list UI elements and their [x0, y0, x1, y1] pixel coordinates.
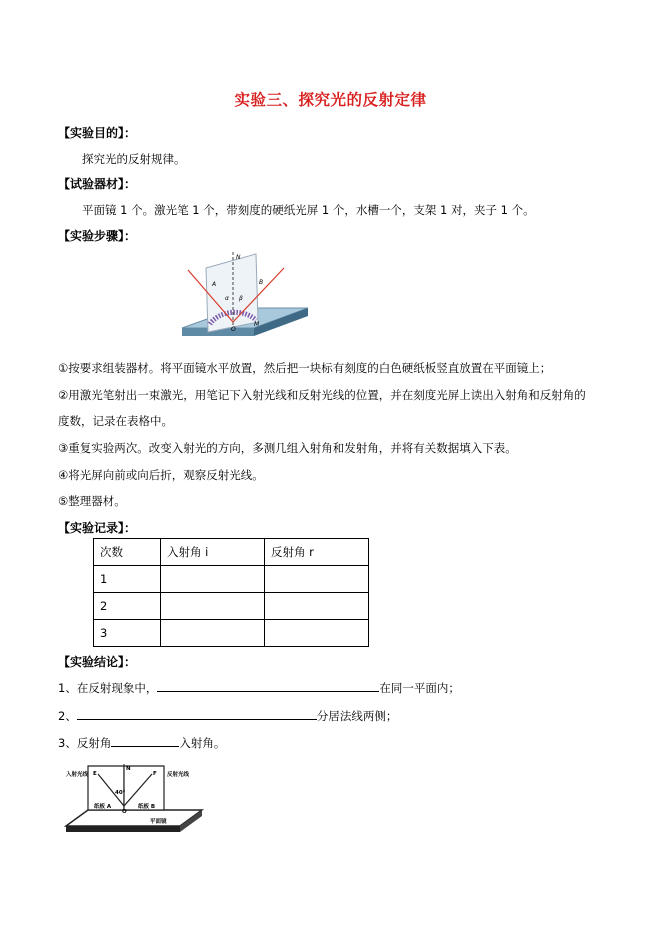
label-F: F	[153, 771, 157, 777]
label-O: O	[231, 326, 236, 333]
label-N: N	[236, 254, 241, 261]
reflection-apparatus-figure	[180, 250, 310, 342]
answer-blank-3[interactable]	[111, 735, 179, 747]
conclusion-3-prefix: 3、反射角	[58, 736, 112, 750]
conclusion-3-suffix: 入射角。	[179, 736, 226, 750]
table-cell[interactable]	[161, 593, 265, 620]
conclusion-2-prefix: 2、	[58, 709, 77, 723]
equipment-text: 平面镜 1 个。激光笔 1 个，带刻度的硬纸光屏 1 个，水槽一个，支架 1 对，夹子 1 个。	[82, 203, 535, 217]
label-N2: N	[126, 766, 131, 772]
table-header-cell: 反射角 r	[265, 539, 369, 566]
record-table	[93, 538, 369, 647]
step-1: ①按要求组装器材。将平面镜水平放置，然后把一块标有刻度的白色硬纸板竖直放置在平面镜上；	[58, 361, 552, 375]
step-2-cont: 度数，记录在表格中。	[58, 414, 173, 428]
table-cell: 1	[94, 566, 161, 593]
step-3: ③重复实验两次。改变入射光的方向，多测几组入射角和发射角，并将有关数据填入下表。	[58, 441, 517, 455]
conclusion-2-suffix: 分居法线两侧；	[316, 709, 398, 723]
label-mirror: 平面镜	[150, 819, 167, 825]
purpose-heading: 【实验目的】：	[58, 126, 137, 140]
table-cell[interactable]	[265, 620, 369, 647]
table-cell[interactable]	[161, 620, 265, 647]
reflection-diagram-figure	[64, 760, 204, 836]
label-E: E	[93, 771, 97, 777]
table-row	[94, 593, 369, 620]
label-B: B	[259, 279, 264, 286]
label-board-b: 纸板 B	[138, 804, 156, 810]
table-row	[94, 620, 369, 647]
equipment-heading: 【试验器材】：	[58, 177, 137, 191]
purpose-text: 探究光的反射规律。	[82, 152, 186, 166]
label-alpha: α	[225, 295, 229, 302]
answer-blank-2[interactable]	[77, 708, 317, 720]
table-cell[interactable]	[265, 593, 369, 620]
step-2: ②用激光笔射出一束激光，用笔记下入射光线和反射光线的位置，并在刻度光屏上读出入射角和反射角的	[58, 388, 586, 402]
label-reflected: 反射光线	[167, 772, 190, 778]
label-angle: 40°	[115, 790, 126, 796]
table-header-cell: 次数	[94, 539, 161, 566]
conclusion-3	[58, 735, 225, 751]
step-5: ⑤整理器材。	[58, 494, 126, 508]
conclusion-heading: 【实验结论】：	[58, 655, 137, 669]
table-cell: 3	[94, 620, 161, 647]
answer-blank-1[interactable]	[157, 680, 379, 692]
conclusion-1-prefix: 1、在反射现象中，	[58, 681, 158, 695]
page-title: 实验三、探究光的反射定律	[234, 91, 427, 109]
table-cell[interactable]	[161, 566, 265, 593]
label-beta: β	[239, 295, 243, 302]
label-A: A	[212, 281, 217, 288]
label-M: M	[254, 321, 260, 328]
table-header-row	[94, 539, 369, 566]
steps-heading: 【实验步骤】：	[58, 229, 137, 243]
label-O2: O	[122, 809, 127, 815]
conclusion-2	[58, 708, 397, 724]
mirror-outline	[66, 810, 202, 826]
table-row	[94, 566, 369, 593]
conclusion-1-suffix: 在同一平面内；	[379, 681, 460, 695]
mirror-thickness	[66, 826, 180, 832]
step-4: ④将光屏向前或向后折，观察反射光线。	[58, 468, 264, 482]
table-header-cell: 入射角 i	[161, 539, 265, 566]
record-heading: 【实验记录】：	[58, 521, 137, 535]
label-incident: 入射光线	[66, 772, 89, 778]
table-cell: 2	[94, 593, 161, 620]
table-cell[interactable]	[265, 566, 369, 593]
label-board-a: 纸板 A	[94, 804, 112, 810]
conclusion-1	[58, 680, 460, 696]
